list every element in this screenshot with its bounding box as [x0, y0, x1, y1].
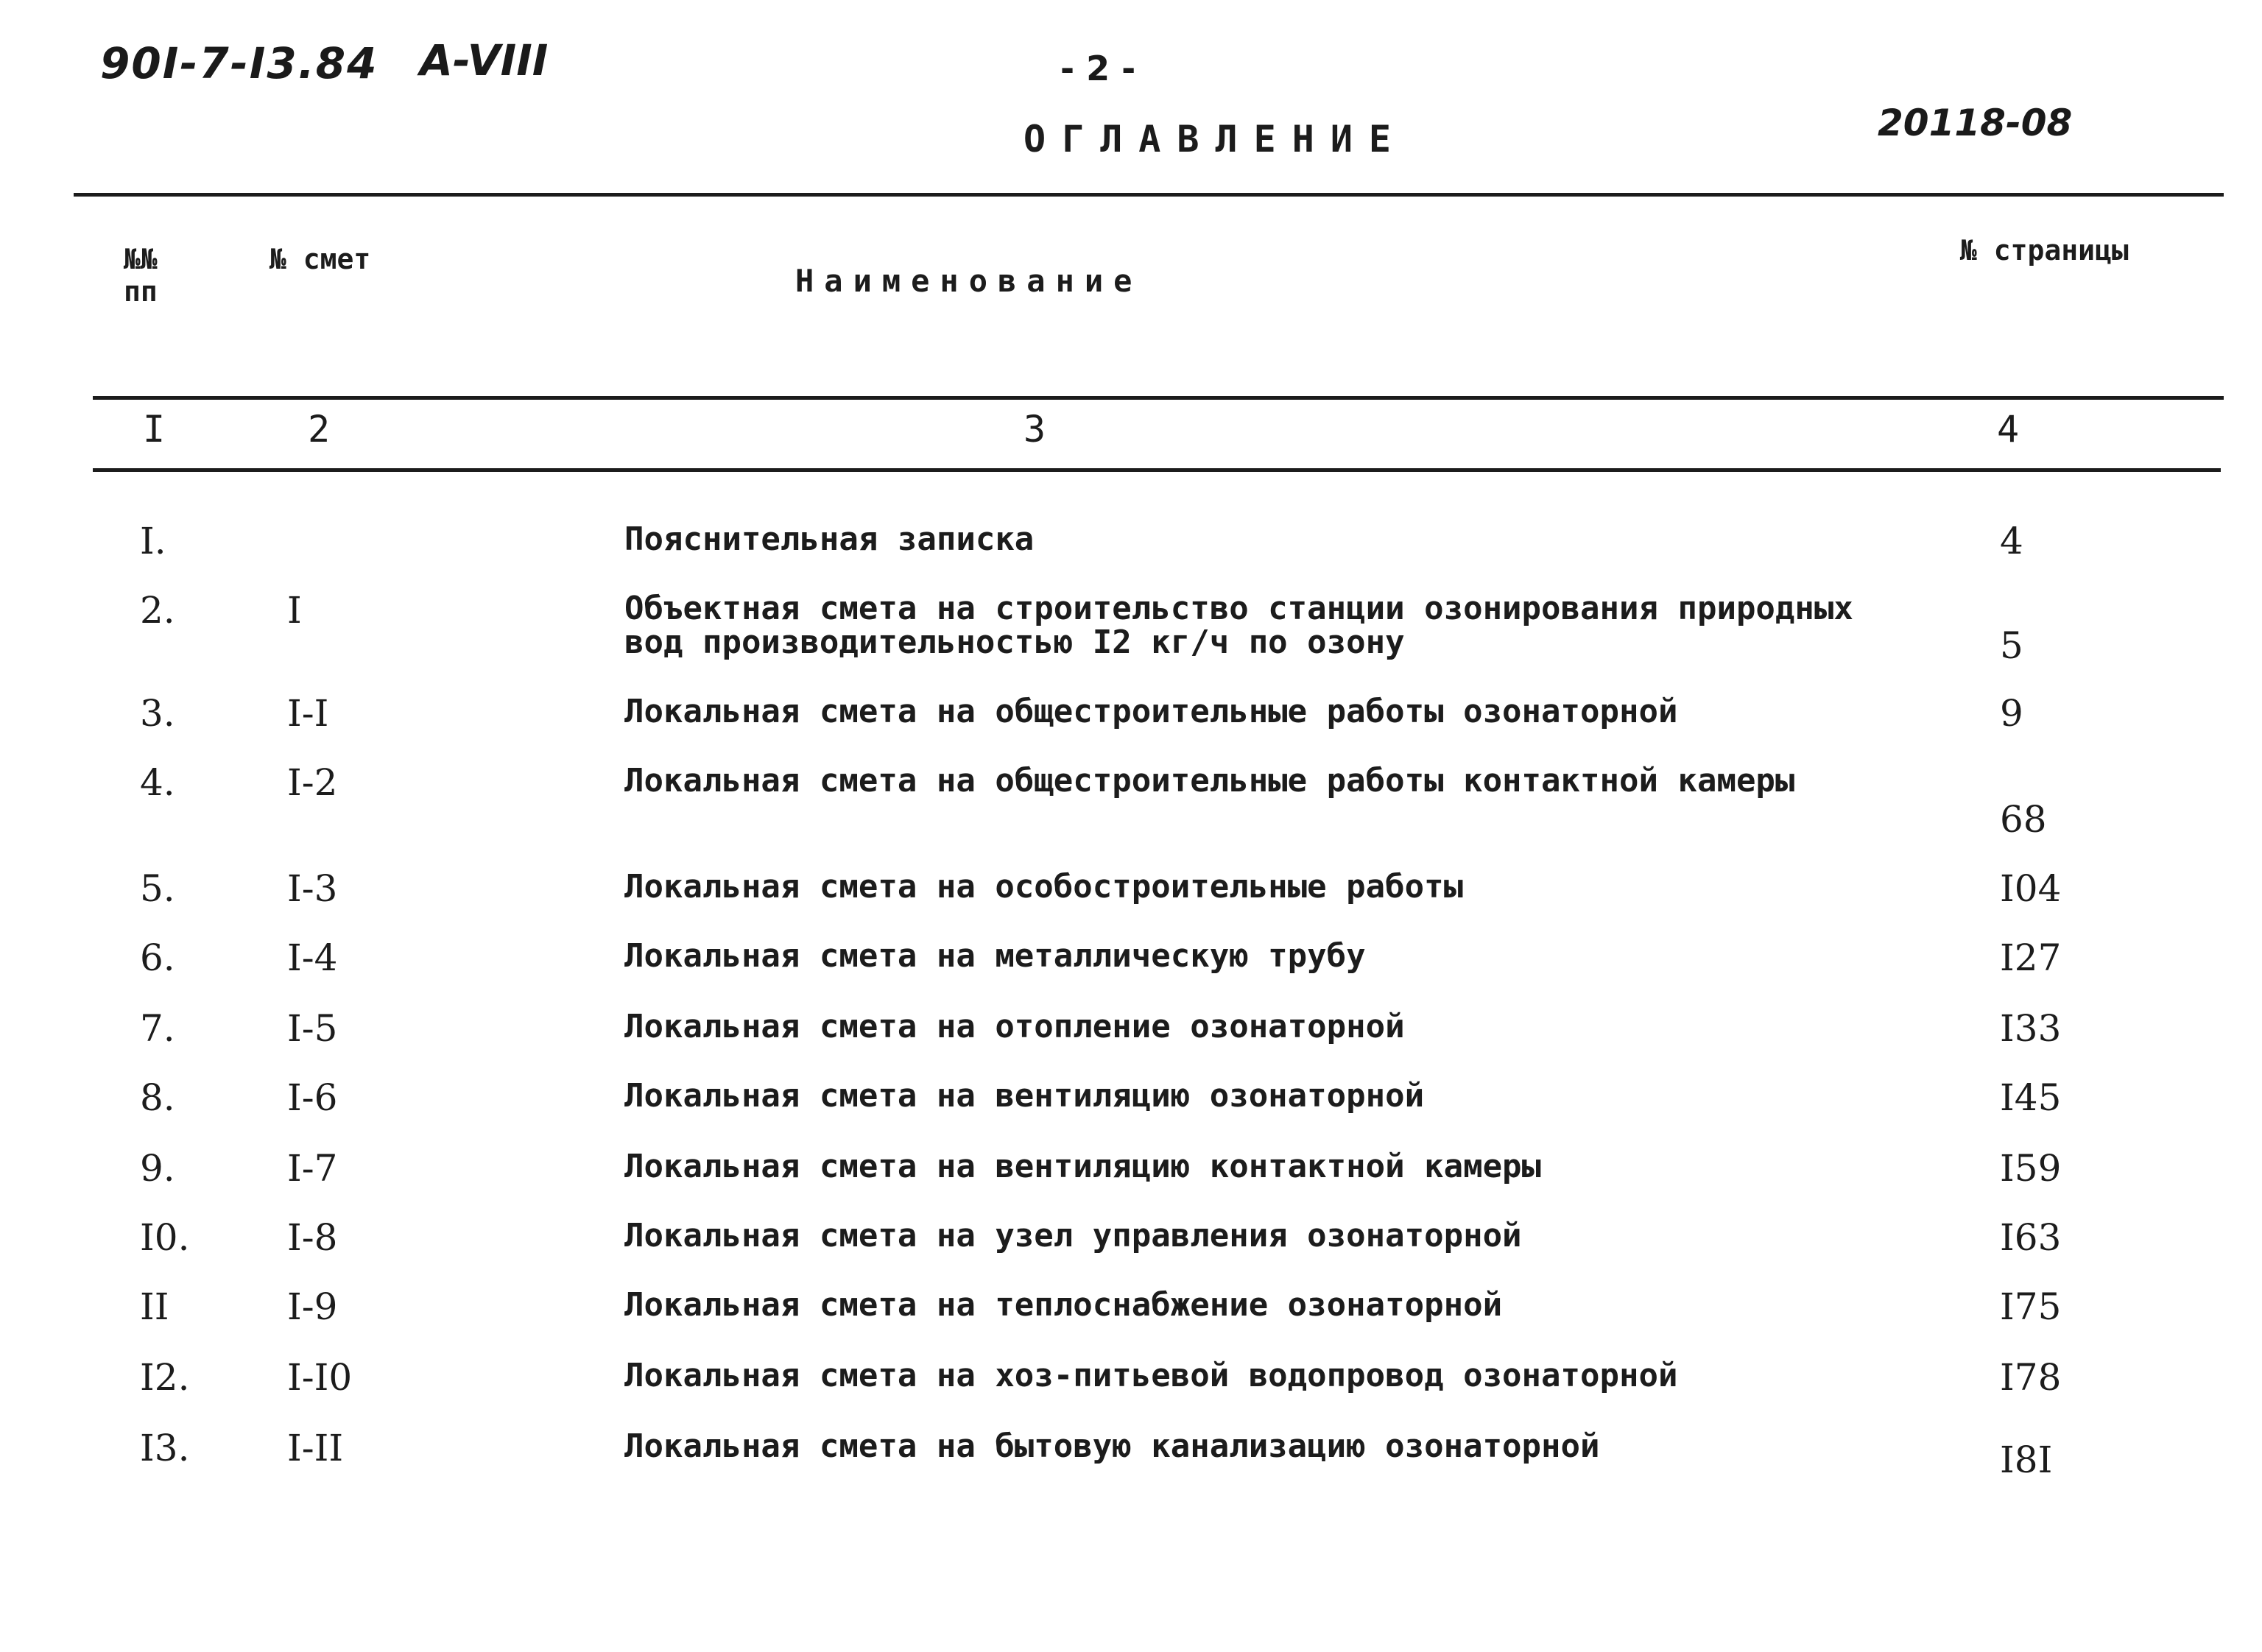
row-estimate-number: I-2 [287, 761, 338, 804]
document-mark: A-VIII [420, 35, 549, 85]
row-number: 3. [140, 692, 175, 735]
row-estimate-number: I-II [287, 1427, 344, 1469]
row-number: 6. [140, 936, 175, 979]
inventory-number: 20118-08 [1878, 102, 2073, 144]
row-estimate-number: I-I0 [287, 1356, 353, 1399]
row-name: Локальная смета на общестроительные работы озонаторной [624, 693, 1678, 730]
row-name: Локальная смета на теплоснабжение озонаторной [624, 1286, 1503, 1324]
row-page-number: I75 [2000, 1285, 2062, 1328]
column-number: I [143, 408, 166, 451]
row-page-number: I45 [2000, 1076, 2062, 1119]
row-estimate-number: I-3 [287, 867, 338, 910]
row-page-number: I27 [2000, 936, 2062, 979]
table-top-rule [74, 193, 2224, 197]
row-page-number: I8I [2000, 1439, 2053, 1481]
row-estimate-number: I [287, 589, 302, 632]
row-number: 7. [140, 1007, 175, 1050]
row-number: 9. [140, 1147, 175, 1190]
row-page-number: 5 [2000, 624, 2023, 667]
row-page-number: I78 [2000, 1356, 2062, 1399]
row-page-number: I04 [2000, 867, 2062, 910]
page-title: ОГЛАВЛЕНИЕ [1023, 118, 1408, 160]
table-header-rule [93, 396, 2224, 400]
row-number: I. [140, 520, 166, 562]
row-number: 2. [140, 589, 175, 632]
row-page-number: 4 [2000, 520, 2023, 562]
row-number: I2. [140, 1356, 190, 1399]
header-estimate-number: № смет [269, 243, 371, 275]
row-name: Локальная смета на вентиляцию контактной камеры [624, 1148, 1542, 1185]
row-estimate-number: I-5 [287, 1007, 338, 1050]
row-estimate-number: I-9 [287, 1285, 338, 1328]
row-page-number: I59 [2000, 1147, 2062, 1190]
document-code: 90I-7-I3.84 [100, 38, 378, 88]
row-estimate-number: I-7 [287, 1147, 338, 1190]
row-name: Пояснительная записка [624, 520, 1035, 558]
table-column-number-rule [93, 468, 2221, 472]
header-page-number: № страницы [1960, 234, 2129, 266]
row-estimate-number: I-I [287, 692, 329, 735]
row-name: Объектная смета на строительство станции озонирования природных вод производительностью I2 кг/ч по озону [624, 590, 1853, 661]
header-name: Наименование [795, 263, 1143, 299]
page-number: - 2 - [1060, 49, 1136, 88]
row-name: Локальная смета на хоз-питьевой водопровод озонаторной [624, 1357, 1678, 1394]
row-estimate-number: I-6 [287, 1076, 338, 1119]
header-row-number: №№ пп [124, 243, 158, 308]
row-number: II [140, 1285, 169, 1328]
row-number: I3. [140, 1427, 190, 1469]
row-name: Локальная смета на узел управления озонаторной [624, 1217, 1522, 1254]
row-number: 5. [140, 867, 175, 910]
row-page-number: 68 [2000, 798, 2047, 841]
column-number: 2 [308, 408, 331, 451]
row-number: 8. [140, 1076, 175, 1119]
column-number: 3 [1023, 408, 1046, 451]
row-name: Локальная смета на вентиляцию озонаторной [624, 1077, 1425, 1115]
row-page-number: I63 [2000, 1216, 2062, 1259]
row-name: Локальная смета на общестроительные работы контактной камеры [624, 762, 1795, 799]
column-number: 4 [1997, 408, 2020, 451]
row-name: Локальная смета на отопление озонаторной [624, 1008, 1405, 1045]
row-page-number: 9 [2000, 692, 2023, 735]
row-page-number: I33 [2000, 1007, 2062, 1050]
row-estimate-number: I-4 [287, 936, 338, 979]
row-name: Локальная смета на бытовую канализацию озонаторной [624, 1427, 1600, 1465]
row-name: Локальная смета на особостроительные работы [624, 868, 1464, 906]
row-number: 4. [140, 761, 175, 804]
row-name: Локальная смета на металлическую трубу [624, 937, 1366, 975]
row-estimate-number: I-8 [287, 1216, 338, 1259]
row-number: I0. [140, 1216, 190, 1259]
